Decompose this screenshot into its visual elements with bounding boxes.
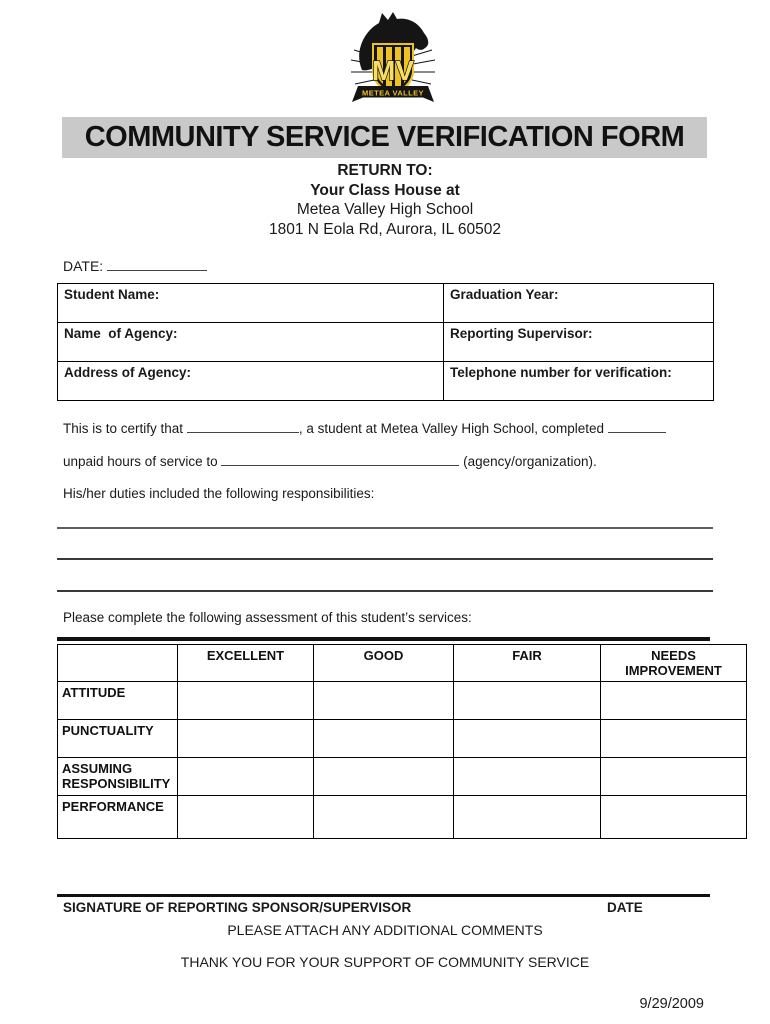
thank-you-note: THANK YOU FOR YOUR SUPPORT OF COMMUNITY SERVICE: [180, 954, 590, 970]
responsibilities-line-2[interactable]: [57, 558, 713, 560]
attach-comments-note: PLEASE ATTACH ANY ADDITIONAL COMMENTS: [227, 922, 543, 938]
rating-cell[interactable]: [314, 758, 454, 796]
return-to-line: Your Class House at: [310, 181, 460, 199]
revision-date: 9/29/2009: [639, 996, 704, 1012]
field-label: Graduation Year:: [450, 287, 559, 302]
title-banner: [62, 117, 707, 158]
metea-valley-crest-icon: [348, 8, 438, 108]
column-header-needs-improvement: NEEDS IMPROVEMENT: [601, 645, 747, 682]
signature-line[interactable]: [57, 894, 710, 897]
school-address: 1801 N Eola Rd, Aurora, IL 60502: [268, 220, 502, 238]
table-row: [58, 362, 714, 401]
graduation-year-field[interactable]: [444, 284, 714, 323]
certify-line-2: [63, 452, 718, 469]
assessment-row-performance: [58, 796, 747, 839]
agency-name-field[interactable]: [58, 323, 444, 362]
assessment-row-punctuality: [58, 720, 747, 758]
certify-line-1: [63, 419, 718, 436]
page-title: COMMUNITY SERVICE VERIFICATION FORM: [84, 121, 685, 153]
responsibilities-line-1[interactable]: [57, 527, 713, 529]
certify-text: unpaid hours of service to: [63, 454, 218, 469]
field-label: Telephone number for verification:: [450, 365, 672, 380]
date-line: [63, 257, 207, 274]
assessment-table: [57, 644, 747, 839]
reporting-supervisor-field[interactable]: [444, 323, 714, 362]
assessment-intro: Please complete the following assessment of this student’s services:: [63, 610, 472, 625]
rating-cell[interactable]: [314, 682, 454, 720]
mv-monogram: MV: [372, 55, 414, 86]
column-header-excellent: EXCELLENT: [178, 645, 314, 682]
field-label: Reporting Supervisor:: [450, 326, 593, 341]
rating-cell[interactable]: [178, 758, 314, 796]
signature-label: SIGNATURE OF REPORTING SPONSOR/SUPERVISOR: [63, 900, 412, 915]
student-name-field[interactable]: [58, 284, 444, 323]
agency-address-field[interactable]: [58, 362, 444, 401]
assessment-row-attitude: [58, 682, 747, 720]
section-divider-rule: [57, 637, 710, 641]
field-label: Name of Agency:: [64, 326, 178, 341]
return-to-block: [0, 161, 770, 239]
verification-phone-field[interactable]: [444, 362, 714, 401]
date-label: DATE:: [63, 258, 104, 274]
rating-cell[interactable]: [178, 720, 314, 758]
table-row: [58, 284, 714, 323]
rating-cell[interactable]: [178, 682, 314, 720]
responsibilities-line-3[interactable]: [57, 590, 713, 592]
logo-ribbon-text: METEA VALLEY: [362, 88, 424, 98]
rating-cell[interactable]: [454, 720, 601, 758]
assessment-row-assuming-responsibility: [58, 758, 747, 796]
hours-blank[interactable]: [608, 419, 666, 433]
certify-text: (agency/organization).: [463, 454, 597, 469]
assessment-row-label: ATTITUDE: [58, 682, 178, 720]
rating-cell[interactable]: [601, 682, 747, 720]
column-header-fair: FAIR: [454, 645, 601, 682]
assessment-row-label: PUNCTUALITY: [58, 720, 178, 758]
field-label: Student Name:: [64, 287, 160, 302]
assessment-header-row: [58, 645, 747, 682]
school-logo: [348, 8, 438, 108]
student-name-blank[interactable]: [187, 419, 299, 433]
duties-heading: His/her duties included the following responsibilities:: [63, 486, 375, 501]
column-header-good: GOOD: [314, 645, 454, 682]
student-info-table: [57, 283, 714, 401]
rating-cell[interactable]: [454, 758, 601, 796]
table-row: [58, 323, 714, 362]
field-label: Address of Agency:: [64, 365, 192, 380]
rating-cell[interactable]: [601, 720, 747, 758]
rating-cell[interactable]: [314, 796, 454, 839]
agency-blank[interactable]: [221, 452, 459, 466]
assessment-row-label: PERFORMANCE: [58, 796, 178, 839]
rating-cell[interactable]: [601, 796, 747, 839]
corner-cell: [58, 645, 178, 682]
certify-text: This is to certify that: [63, 421, 184, 436]
rating-cell[interactable]: [454, 682, 601, 720]
school-name: Metea Valley High School: [296, 201, 474, 218]
assessment-row-label: ASSUMING RESPONSIBILITY: [58, 758, 178, 796]
rating-cell[interactable]: [454, 796, 601, 839]
signature-date-label: DATE: [607, 900, 643, 915]
date-input-blank[interactable]: [107, 257, 207, 271]
rating-cell[interactable]: [178, 796, 314, 839]
certify-text: , a student at Metea Valley High School, completed: [298, 421, 604, 436]
return-to-heading: RETURN TO:: [337, 162, 433, 179]
rating-cell[interactable]: [314, 720, 454, 758]
rating-cell[interactable]: [601, 758, 747, 796]
